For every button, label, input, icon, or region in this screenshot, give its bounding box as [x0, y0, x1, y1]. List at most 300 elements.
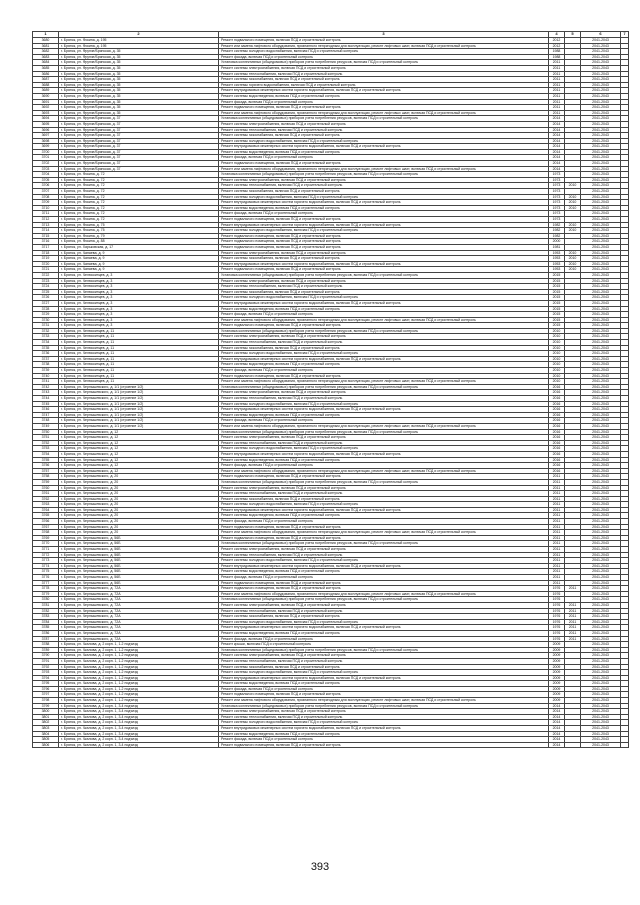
address-cell: г. Брянск, ул. Чернышевского, д. 20 [59, 519, 219, 525]
planned-period-cell: 2041-2043 [581, 563, 621, 569]
work-type-cell: Ремонт подвального помещения, включая ПСД и строительный контроль [219, 217, 549, 223]
row-number-cell: 3761 [33, 491, 59, 497]
row-number-cell: 3724 [33, 284, 59, 290]
row-number-cell: 3720 [33, 261, 59, 267]
last-repair-year-cell: 2011 [565, 625, 581, 631]
work-type-cell: Ремонт или замена лифтового оборудования, признанного непригодным для эксплуатации, ремонт лифтовых шахт, включая ПСД и строительный контроль [219, 591, 549, 597]
address-cell: г. Брянск, ул. Чкалова, д. 2 корп. 1, 1-2 подъезд [59, 653, 219, 659]
row-number-cell: 3791 [33, 658, 59, 664]
address-cell: г. Брянск, ул. Челюскинцев, д. 11 [59, 368, 219, 374]
address-cell: г. Брянск, ул. Чкалова, д. 2 корп. 1, 3-4 подъезд [59, 742, 219, 748]
build-year-cell: 2011 [549, 110, 565, 116]
build-year-cell: 1953 [549, 256, 565, 262]
work-type-cell: Установка коллективных (общедомовых) приборов учета потребления ресурсов, включая ПСД и строительный контроль [219, 60, 549, 66]
row-number-cell: 3701 [33, 155, 59, 161]
planned-period-cell: 2041-2043 [581, 664, 621, 670]
row-number-cell: 3729 [33, 312, 59, 318]
last-repair-year-cell: 2010 [565, 250, 581, 256]
address-cell: г. Брянск, ул. Челюскинцев, д. 3 [59, 284, 219, 290]
build-year-cell: 2010 [549, 379, 565, 385]
address-cell: г. Брянск, ул. Челюскинцев, д. 3 [59, 295, 219, 301]
work-type-cell: Ремонт подвального помещения, включая ПСД и строительный контроль [219, 105, 549, 111]
planned-period-cell: 2041-2043 [581, 38, 621, 44]
row-number-cell: 3787 [33, 636, 59, 642]
planned-period-cell: 2041-2043 [581, 345, 621, 351]
build-year-cell: 2011 [549, 524, 565, 530]
build-year-cell: 1973 [549, 172, 565, 178]
address-cell: г. Брянск, ул. Чернышевского, д. 12 [59, 468, 219, 474]
last-repair-year-cell: 2011 [565, 602, 581, 608]
build-year-cell: 1973 [549, 211, 565, 217]
build-year-cell: 2009 [549, 681, 565, 687]
address-cell: г. Брянск, ул. Челюскинцев, д. 3 [59, 317, 219, 323]
address-cell: г. Брянск, ул. Чкалова, д. 2 корп. 1, 1-2 подъезд [59, 658, 219, 664]
build-year-cell: 2009 [549, 642, 565, 648]
address-cell: г. Брянск, ул. Чкалова, д. 2 корп. 1, 1-2 подъезд [59, 647, 219, 653]
work-type-cell: Ремонт фасада, включая ПСД и строительный контроль [219, 418, 549, 424]
work-type-cell: Ремонт подвального помещения, включая ПСД и строительный контроль [219, 267, 549, 273]
planned-period-cell: 2041-2043 [581, 239, 621, 245]
row-number-cell: 3786 [33, 630, 59, 636]
work-type-cell: Ремонт подвального помещения, включая ПСД и строительный контроль [219, 474, 549, 480]
planned-period-cell: 2041-2043 [581, 65, 621, 71]
build-year-cell: 1976 [549, 636, 565, 642]
planned-period-cell: 2041-2043 [581, 121, 621, 127]
row-number-cell: 3735 [33, 345, 59, 351]
address-cell: г. Брянск, ул. Фокина, д. 72 [59, 189, 219, 195]
build-year-cell: 2016 [549, 435, 565, 441]
capital-repair-table [32, 31, 629, 748]
work-type-cell: Ремонт внутридомовых инженерных систем горячего водоснабжения, включая ПСД и строительный контроль [219, 625, 549, 631]
row-number-cell: 3750 [33, 429, 59, 435]
work-type-cell: Ремонт внутридомовых инженерных систем горячего водоснабжения, включая ПСД и строительный контроль [219, 675, 549, 681]
row-number-cell: 3784 [33, 619, 59, 625]
address-cell: г. Брянск, ул. Чернышевского, д. 72А [59, 597, 219, 603]
note-cell [621, 742, 629, 748]
row-number-cell: 3763 [33, 502, 59, 508]
planned-period-cell: 2041-2043 [581, 513, 621, 519]
build-year-cell: 2014 [549, 127, 565, 133]
work-type-cell: Ремонт системы холодного водоснабжения, включая ПСД и строительный контроль [219, 401, 549, 407]
planned-period-cell: 2041-2043 [581, 552, 621, 558]
row-number-cell: 3713 [33, 222, 59, 228]
last-repair-year-cell: 2010 [565, 222, 581, 228]
build-year-cell: 2014 [549, 737, 565, 743]
planned-period-cell: 2041-2043 [581, 368, 621, 374]
work-type-cell: Ремонт системы водоотведения, включая ПСД и строительный контроль [219, 569, 549, 575]
work-type-cell: Ремонт фасада, включая ПСД и строительный контроль [219, 54, 549, 60]
address-cell: г. Брянск, ул. Фокина, д. 75 [59, 222, 219, 228]
planned-period-cell: 2041-2043 [581, 653, 621, 659]
row-number-cell: 3695 [33, 121, 59, 127]
work-type-cell: Ремонт системы холодного водоснабжения, включая ПСД и строительный контроль [219, 619, 549, 625]
work-type-cell: Ремонт системы электроснабжения, включая ПСД и строительный контроль [219, 334, 549, 340]
build-year-cell: 1953 [549, 250, 565, 256]
build-year-cell: 2015 [549, 295, 565, 301]
planned-period-cell: 2041-2043 [581, 261, 621, 267]
work-type-cell: Ремонт или замена лифтового оборудования, признанного непригодным для эксплуатации, ремонт лифтовых шахт, включая ПСД и строительный контроль [219, 110, 549, 116]
address-cell: г. Брянск, ул. Челюскинцев, д. 3 [59, 289, 219, 295]
build-year-cell: 2015 [549, 306, 565, 312]
last-repair-year-cell: 2011 [565, 636, 581, 642]
build-year-cell: 2010 [549, 328, 565, 334]
address-cell: г. Брянск, ул. Челюскинцев, д. 11 [59, 345, 219, 351]
address-cell: г. Брянск, ул. Фрунзе/Брянская, д. 37 [59, 121, 219, 127]
row-number-cell: 3796 [33, 686, 59, 692]
row-number-cell: 3758 [33, 474, 59, 480]
row-number-cell: 3781 [33, 602, 59, 608]
planned-period-cell: 2041-2043 [581, 300, 621, 306]
column-header: 3 [219, 32, 549, 38]
row-number-cell: 3769 [33, 535, 59, 541]
build-year-cell: 1981 [549, 244, 565, 250]
address-cell: г. Брянск, ул. Чернышевского, д. 72А [59, 636, 219, 642]
address-cell: г. Брянск, ул. Чкалова, д. 2 корп. 1, 3-4 подъезд [59, 731, 219, 737]
row-number-cell: 3711 [33, 211, 59, 217]
build-year-cell: 1973 [549, 217, 565, 223]
build-year-cell: 2016 [549, 463, 565, 469]
address-cell: г. Брянск, ул. Фокина, д. 72 [59, 172, 219, 178]
planned-period-cell: 2041-2043 [581, 127, 621, 133]
planned-period-cell: 2041-2043 [581, 194, 621, 200]
planned-period-cell: 2041-2043 [581, 709, 621, 715]
build-year-cell: 2011 [549, 569, 565, 575]
address-cell: г. Брянск, ул. Фрунзе/Брянская, д. 35 [59, 65, 219, 71]
row-number-cell: 3715 [33, 233, 59, 239]
row-number-cell: 3743 [33, 390, 59, 396]
work-type-cell: Ремонт системы теплоснабжения, включая ПСД и строительный контроль [219, 183, 549, 189]
work-type-cell: Ремонт системы холодного водоснабжения, включая ПСД и строительный контроль [219, 502, 549, 508]
planned-period-cell: 2041-2043 [581, 703, 621, 709]
address-cell: г. Брянск, ул. Чернышевского, д. 72А [59, 619, 219, 625]
build-year-cell: 2015 [549, 289, 565, 295]
work-type-cell: Установка коллективных (общедомовых) приборов учета потребления ресурсов, включая ПСД и строительный контроль [219, 597, 549, 603]
address-cell: г. Брянск, ул. Чернышевского, д. 20 [59, 496, 219, 502]
address-cell: г. Брянск, ул. Чернышевского, д. 56Б [59, 535, 219, 541]
work-type-cell: Ремонт системы водоотведения, включая ПСД и строительный контроль [219, 513, 549, 519]
row-number-cell: 3691 [33, 99, 59, 105]
row-number-cell: 3736 [33, 351, 59, 357]
build-year-cell: 2015 [549, 272, 565, 278]
address-cell: г. Брянск, ул. Чернышевского, д. 72А [59, 625, 219, 631]
work-type-cell: Ремонт системы холодного водоснабжения, включая ПСД и строительный контроль [219, 228, 549, 234]
address-cell: г. Брянск, ул. Фокина, д. 72 [59, 177, 219, 183]
planned-period-cell: 2041-2043 [581, 200, 621, 206]
address-cell: г. Брянск, ул. Челюскинцев, д. 11 [59, 356, 219, 362]
work-type-cell: Ремонт системы газоснабжения, включая ПСД и строительный контроль [219, 496, 549, 502]
planned-period-cell: 2041-2043 [581, 351, 621, 357]
row-number-cell: 3753 [33, 446, 59, 452]
row-number-cell: 3737 [33, 356, 59, 362]
work-type-cell: Ремонт системы холодного водоснабжения, включая ПСД и строительный контроль [219, 558, 549, 564]
column-header: 5 [565, 32, 581, 38]
work-type-cell: Ремонт системы водоотведения, включая ПСД и строительный контроль [219, 412, 549, 418]
work-type-cell: Ремонт системы теплоснабжения, включая ПСД и строительный контроль [219, 658, 549, 664]
build-year-cell: 2014 [549, 138, 565, 144]
planned-period-cell: 2041-2043 [581, 149, 621, 155]
address-cell: г. Брянск, ул. Чернышевского, д. 1/1 (строение 1/2) [59, 412, 219, 418]
work-type-cell: Ремонт системы теплоснабжения, включая ПСД и строительный контроль [219, 340, 549, 346]
build-year-cell: 1976 [549, 602, 565, 608]
work-type-cell: Ремонт фасада, включая ПСД и строительный контроль [219, 463, 549, 469]
planned-period-cell: 2041-2043 [581, 597, 621, 603]
build-year-cell: 1982 [549, 222, 565, 228]
work-type-cell: Ремонт системы холодного водоснабжения, включая ПСД и строительный контроль [219, 720, 549, 726]
address-cell: г. Брянск, ул. Челюскинцев, д. 3 [59, 306, 219, 312]
row-number-cell: 3680 [33, 38, 59, 44]
planned-period-cell: 2041-2043 [581, 636, 621, 642]
build-year-cell: 2016 [549, 440, 565, 446]
work-type-cell: Установка коллективных (общедомовых) приборов учета потребления ресурсов, включая ПСД и строительный контроль [219, 541, 549, 547]
build-year-cell: 2010 [549, 345, 565, 351]
address-cell: г. Брянск, ул. Чернышевского, д. 12 [59, 446, 219, 452]
planned-period-cell: 2041-2043 [581, 256, 621, 262]
build-year-cell: 1988 [549, 54, 565, 60]
planned-period-cell: 2041-2043 [581, 244, 621, 250]
row-number-cell: 3733 [33, 334, 59, 340]
address-cell: г. Брянск, ул. Фокина, д. 72 [59, 183, 219, 189]
address-cell: г. Брянск, ул. Фокина, д. 72 [59, 211, 219, 217]
work-type-cell: Ремонт системы водоотведения, включая ПСД и строительный контроль [219, 149, 549, 155]
planned-period-cell: 2041-2043 [581, 742, 621, 748]
address-cell: г. Брянск, ул. Чапаева, д. 9 [59, 250, 219, 256]
address-cell: г. Брянск, ул. Фокина, д. 79 [59, 233, 219, 239]
row-number-cell: 3685 [33, 65, 59, 71]
address-cell: г. Брянск, ул. Чернышевского, д. 72А [59, 602, 219, 608]
row-number-cell: 3762 [33, 496, 59, 502]
row-number-cell: 3728 [33, 306, 59, 312]
planned-period-cell: 2041-2043 [581, 608, 621, 614]
build-year-cell: 2009 [549, 664, 565, 670]
build-year-cell: 2011 [549, 530, 565, 536]
planned-period-cell: 2041-2043 [581, 323, 621, 329]
build-year-cell: 2014 [549, 149, 565, 155]
row-number-cell: 3721 [33, 267, 59, 273]
work-type-cell: Ремонт подвального помещения, включая ПСД и строительный контроль [219, 580, 549, 586]
row-number-cell: 3788 [33, 642, 59, 648]
planned-period-cell: 2041-2043 [581, 535, 621, 541]
build-year-cell: 2016 [549, 457, 565, 463]
work-type-cell: Ремонт фасада, включая ПСД и строительный контроль [219, 636, 549, 642]
address-cell: г. Брянск, ул. Чернышевского, д. 56Б [59, 563, 219, 569]
address-cell: г. Брянск, ул. Фрунзе/Брянская, д. 35 [59, 49, 219, 55]
row-number-cell: 3770 [33, 541, 59, 547]
planned-period-cell: 2041-2043 [581, 384, 621, 390]
work-type-cell: Ремонт подвального помещения, включая ПСД и строительный контроль [219, 38, 549, 44]
planned-period-cell: 2041-2043 [581, 468, 621, 474]
planned-period-cell: 2041-2043 [581, 479, 621, 485]
work-type-cell: Ремонт внутридомовых инженерных систем горячего водоснабжения, включая ПСД и строительный контроль [219, 300, 549, 306]
row-number-cell: 3780 [33, 597, 59, 603]
row-number-cell: 3708 [33, 194, 59, 200]
address-cell: г. Брянск, ул. Челюскинцев, д. 11 [59, 328, 219, 334]
build-year-cell: 1976 [549, 586, 565, 592]
build-year-cell: 2011 [549, 496, 565, 502]
row-number-cell: 3710 [33, 205, 59, 211]
planned-period-cell: 2041-2043 [581, 340, 621, 346]
build-year-cell: 2011 [549, 82, 565, 88]
build-year-cell: 2011 [549, 88, 565, 94]
work-type-cell: Ремонт системы газоснабжения, включая ПСД и строительный контроль [219, 345, 549, 351]
address-cell: г. Брянск, ул. Чернышевского, д. 56Б [59, 569, 219, 575]
planned-period-cell: 2041-2043 [581, 602, 621, 608]
planned-period-cell: 2041-2043 [581, 183, 621, 189]
build-year-cell: 1953 [549, 267, 565, 273]
work-type-cell: Ремонт системы теплоснабжения, включая ПСД и строительный контроль [219, 71, 549, 77]
build-year-cell: 1976 [549, 619, 565, 625]
build-year-cell: 1973 [549, 183, 565, 189]
last-repair-year-cell: 2010 [565, 205, 581, 211]
address-cell: г. Брянск, ул. Челюскинцев, д. 3 [59, 323, 219, 329]
planned-period-cell: 2041-2043 [581, 172, 621, 178]
row-number-cell: 3717 [33, 244, 59, 250]
row-number-cell: 3766 [33, 519, 59, 525]
build-year-cell: 2014 [549, 726, 565, 732]
row-number-cell: 3692 [33, 105, 59, 111]
last-repair-year-cell: 2010 [565, 256, 581, 262]
work-type-cell: Ремонт системы водоотведения, включая ПСД и строительный контроль [219, 306, 549, 312]
build-year-cell: 2016 [549, 390, 565, 396]
address-cell: г. Брянск, ул. Фрунзе/Брянская, д. 37 [59, 133, 219, 139]
work-type-cell: Ремонт или замена лифтового оборудования, признанного непригодным для эксплуатации, ремонт лифтовых шахт, включая ПСД и строительный контроль [219, 423, 549, 429]
build-year-cell: 2016 [549, 468, 565, 474]
work-type-cell: Ремонт фасада, включая ПСД и строительный контроль [219, 368, 549, 374]
work-type-cell: Ремонт системы водоотведения, включая ПСД и строительный контроль [219, 362, 549, 368]
address-cell: г. Брянск, ул. Чернышевского, д. 1/1 (строение 1/2) [59, 423, 219, 429]
row-number-cell: 3694 [33, 116, 59, 122]
build-year-cell: 2016 [549, 418, 565, 424]
row-number-cell: 3764 [33, 507, 59, 513]
build-year-cell: 2009 [549, 653, 565, 659]
table-body [33, 38, 629, 748]
table-row [33, 742, 629, 748]
row-number-cell: 3790 [33, 653, 59, 659]
work-type-cell: Ремонт крыши, включая ПСД и строительный контроль [219, 642, 549, 648]
row-number-cell: 3687 [33, 77, 59, 83]
build-year-cell: 2016 [549, 429, 565, 435]
planned-period-cell: 2041-2043 [581, 228, 621, 234]
planned-period-cell: 2041-2043 [581, 362, 621, 368]
address-cell: г. Брянск, ул. Чернышевского, д. 72А [59, 614, 219, 620]
last-repair-year-cell [565, 742, 581, 748]
row-number-cell: 3794 [33, 675, 59, 681]
address-cell: г. Брянск, ул. Фрунзе/Брянская, д. 35 [59, 110, 219, 116]
row-number-cell: 3756 [33, 463, 59, 469]
planned-period-cell: 2041-2043 [581, 356, 621, 362]
build-year-cell: 2016 [549, 412, 565, 418]
build-year-cell: 2014 [549, 121, 565, 127]
address-cell: г. Брянск, ул. Чкалова, д. 2 корп. 1, 3-4 подъезд [59, 726, 219, 732]
row-number-cell: 3740 [33, 373, 59, 379]
build-year-cell: 2011 [549, 502, 565, 508]
work-type-cell: Ремонт системы горячего водоснабжения, включая ПСД и строительный контроль [219, 82, 549, 88]
planned-period-cell: 2041-2043 [581, 77, 621, 83]
address-cell: г. Брянск, ул. Чернышевского, д. 12 [59, 457, 219, 463]
work-type-cell: Ремонт системы холодного водоснабжения, включая ПСД и строительный контроль [219, 138, 549, 144]
build-year-cell: 2014 [549, 720, 565, 726]
address-cell: г. Брянск, ул. Чапаева, д. 9 [59, 256, 219, 262]
row-number-cell: 3719 [33, 256, 59, 262]
address-cell: г. Брянск, ул. Чернышевского, д. 20 [59, 524, 219, 530]
planned-period-cell: 2041-2043 [581, 177, 621, 183]
build-year-cell: 2011 [549, 99, 565, 105]
build-year-cell: 1976 [549, 625, 565, 631]
build-year-cell: 2012 [549, 43, 565, 49]
row-number-cell: 3730 [33, 317, 59, 323]
build-year-cell: 2011 [549, 77, 565, 83]
address-cell: г. Брянск, ул. Фрунзе/Брянская, д. 37 [59, 144, 219, 150]
build-year-cell: 2014 [549, 742, 565, 748]
build-year-cell: 1976 [549, 591, 565, 597]
last-repair-year-cell: 2010 [565, 267, 581, 273]
row-number-cell: 3767 [33, 524, 59, 530]
work-type-cell: Ремонт внутридомовых инженерных систем горячего водоснабжения, включая ПСД и строительный контроль [219, 726, 549, 732]
work-type-cell: Ремонт внутридомовых инженерных систем горячего водоснабжения, включая ПСД и строительный контроль [219, 451, 549, 457]
work-type-cell: Ремонт системы электроснабжения, включая ПСД и строительный контроль [219, 485, 549, 491]
planned-period-cell: 2041-2043 [581, 614, 621, 620]
work-type-cell: Ремонт подвального помещения, включая ПСД и строительный контроль [219, 535, 549, 541]
address-cell: г. Брянск, ул. Чернышевского, д. 20 [59, 530, 219, 536]
row-number-cell: 3707 [33, 189, 59, 195]
row-number-cell: 3714 [33, 228, 59, 234]
work-type-cell: Ремонт внутридомовых инженерных систем горячего водоснабжения, включая ПСД и строительный контроль [219, 222, 549, 228]
build-year-cell: 2011 [549, 547, 565, 553]
build-year-cell: 2009 [549, 686, 565, 692]
work-type-cell: Ремонт внутридомовых инженерных систем горячего водоснабжения, включая ПСД и строительный контроль [219, 407, 549, 413]
planned-period-cell: 2041-2043 [581, 412, 621, 418]
row-number-cell: 3681 [33, 43, 59, 49]
row-number-cell: 3706 [33, 183, 59, 189]
work-type-cell: Ремонт внутридомовых инженерных систем горячего водоснабжения, включая ПСД и строительный контроль [219, 88, 549, 94]
planned-period-cell: 2041-2043 [581, 558, 621, 564]
planned-period-cell: 2041-2043 [581, 698, 621, 704]
work-type-cell: Ремонт фасада, включая ПСД и строительный контроль [219, 99, 549, 105]
row-number-cell: 3690 [33, 93, 59, 99]
address-cell: г. Брянск, ул. Чернышевского, д. 12 [59, 440, 219, 446]
build-year-cell: 2010 [549, 340, 565, 346]
work-type-cell: Ремонт фасада, включая ПСД и строительный контроль [219, 155, 549, 161]
planned-period-cell: 2041-2043 [581, 233, 621, 239]
last-repair-year-cell: 2010 [565, 183, 581, 189]
build-year-cell: 2015 [549, 278, 565, 284]
address-cell: г. Брянск, ул. Челюскинцев, д. 11 [59, 379, 219, 385]
work-type-cell: Установка коллективных (общедомовых) приборов учета потребления ресурсов, включая ПСД и строительный контроль [219, 429, 549, 435]
work-type-cell: Ремонт системы электроснабжения, включая ПСД и строительный контроль [219, 121, 549, 127]
row-number-cell: 3806 [33, 742, 59, 748]
build-year-cell: 1973 [549, 189, 565, 195]
address-cell: г. Брянск, ул. Фрунзе/Брянская, д. 35 [59, 82, 219, 88]
work-type-cell: Ремонт системы газоснабжения, включая ПСД и строительный контроль [219, 664, 549, 670]
address-cell: г. Брянск, ул. Фрунзе/Брянская, д. 37 [59, 149, 219, 155]
row-number-cell: 3702 [33, 161, 59, 167]
planned-period-cell: 2041-2043 [581, 731, 621, 737]
address-cell: г. Брянск, ул. Фокина, д. 195 [59, 43, 219, 49]
row-number-cell: 3745 [33, 401, 59, 407]
address-cell: г. Брянск, ул. Фрунзе/Брянская, д. 35 [59, 60, 219, 66]
build-year-cell: 2011 [549, 474, 565, 480]
last-repair-year-cell: 2010 [565, 261, 581, 267]
column-header: 1 [33, 32, 59, 38]
address-cell: г. Брянск, ул. Чапаева, д. 9 [59, 261, 219, 267]
planned-period-cell: 2041-2043 [581, 642, 621, 648]
work-type-cell: Ремонт подвального помещения, включая ПСД и строительный контроль [219, 233, 549, 239]
address-cell: г. Брянск, ул. Фрунзе/Брянская, д. 37 [59, 127, 219, 133]
column-header: 2 [59, 32, 219, 38]
build-year-cell: 1988 [549, 49, 565, 55]
work-type-cell: Ремонт подвального помещения, включая ПСД и строительный контроль [219, 373, 549, 379]
planned-period-cell: 2041-2043 [581, 116, 621, 122]
row-number-cell: 3704 [33, 172, 59, 178]
